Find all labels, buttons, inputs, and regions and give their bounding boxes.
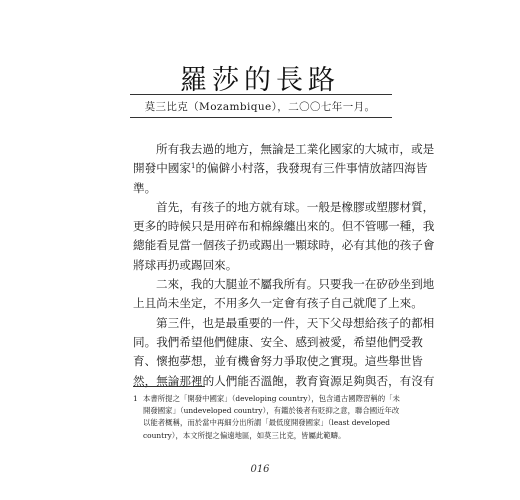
chapter-subtitle: 莫三比克（Mozambique），二〇〇七年一月。 [144,101,376,113]
footnote-line [133,393,400,405]
footnote-text: 本書所提之「開發中國家」（developing country），包含通古國際習稱的「未 [143,394,400,403]
body-line: 更多的時候只是用碎布和棉線纏出來的。但不管哪一種，我 [133,219,435,234]
chapter-title: 羅莎的長路 [180,65,340,97]
footnote [133,393,400,442]
body-line: 所有我去過的地方，無論是工業化國家的大城市，或是 [156,142,435,156]
footnote-number: 1 [133,394,138,403]
footnote-marker[interactable]: 1 [190,162,196,171]
footnote-line: 以能者概稱，而於當中再細分出所謂「最低度開發國家」（least developed [143,418,391,428]
body-line: 總能看見當一個孩子扔或踢出一顆球時，必有其他的孩子會 [133,238,435,253]
body-line: 然，無論那裡的人們能否溫飽，教育資源足夠與否，有沒有 [133,373,435,388]
body-line: 將球再扔或踢回來。 [133,257,238,272]
body-line-text: 開發中國家 [133,161,191,176]
header-rule-top [130,94,392,95]
body-text [133,140,435,391]
footnote-line: country），本文所提之偏遠地區，如莫三比克，皆屬此範疇。 [143,430,346,440]
body-line: 第三件，也是最重要的一件，天下父母想給孩子的都相 [156,315,435,330]
body-line: 同。我們希望他們健康、安全、感到被愛，希望他們受教 [133,334,423,349]
header-rule-bottom [130,117,392,118]
footnote-line: 開發國家」（undeveloped country），有鑑於後者有貶抑之意，聯合國近年改 [143,406,400,416]
body-line: 首先，有孩子的地方就有球。一般是橡膠或塑膠材質， [156,199,435,214]
page-number: 016 [250,464,270,475]
body-line: 上且尚未坐定，不用多久一定會有孩子自己就爬了上來。 [133,296,423,311]
body-line: 育、懷抱夢想，並有機會努力爭取使之實現。這些舉世皆 [133,354,423,369]
footnote-rule [133,386,205,387]
body-line [133,159,428,178]
body-line: 準。 [133,180,157,195]
body-line: 二來，我的大腿並不屬我所有。只要我一在矽砂坐到地 [156,277,435,292]
body-line-text: 的偏僻小村落，我發現有三件事情放諸四海皆 [195,161,428,176]
